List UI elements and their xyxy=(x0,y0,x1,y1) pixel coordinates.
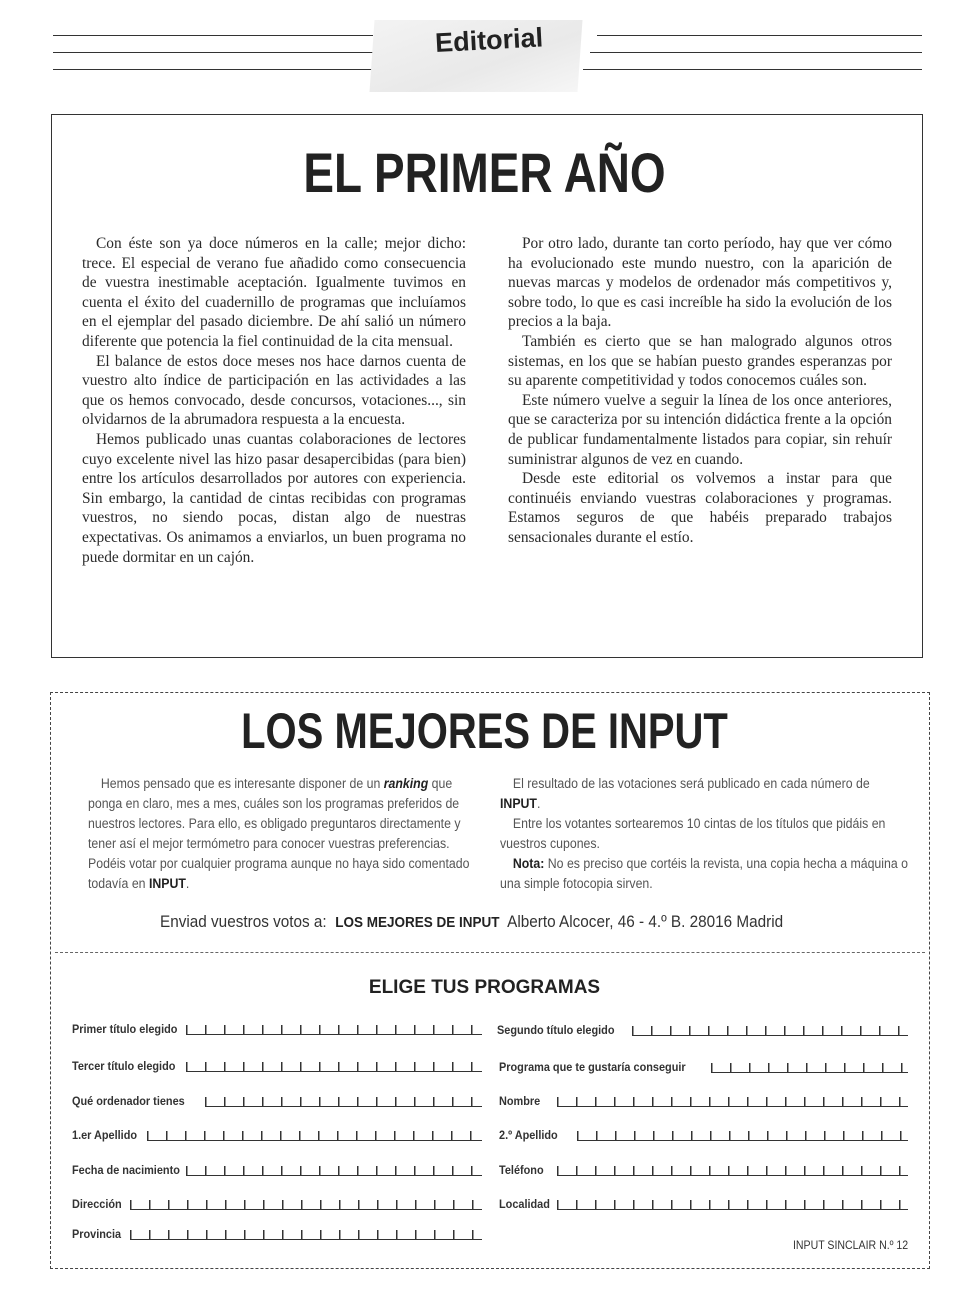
editorial-paragraph: Este número vuelve a seguir la línea de los once anteriores, que se caracteriza por su intención didáctica frente a la opción de publicar fundamentalmente listados para copiar, sin rehuír suministrar algunos de vez en cuando. xyxy=(508,391,892,468)
label-second-surname: 2.º Apellido xyxy=(499,1128,558,1142)
send-name: LOS MEJORES DE INPUT xyxy=(335,914,500,931)
input-third-title[interactable] xyxy=(186,1062,482,1072)
editorial-paragraph: Con éste son ya doce números en la calle; mejor dicho: trece. El especial de verano fue añadido como consecuencia de vuestra inestimable aceptación. Igualmente tuvimos en cuenta el éxito del cuadernillo de programas que incluíamos en el ejemplar del pasado diciembre. De ahí salió un número diferente que potencia la fiel continuidad de la cita mensual. xyxy=(82,235,466,350)
ranking-note: Nota: No es preciso que cortéis la revista, una copia hecha a máquina o una simple fotocopia sirven. xyxy=(500,856,909,891)
header-rule-left-1 xyxy=(53,35,373,36)
input-birth-date[interactable] xyxy=(186,1166,482,1176)
input-province[interactable] xyxy=(130,1230,482,1240)
label-address: Dirección xyxy=(72,1197,122,1211)
cut-separator xyxy=(55,952,925,953)
input-phone[interactable] xyxy=(557,1166,908,1176)
send-address: Enviad vuestros votos a: LOS MEJORES DE INPUT Alberto Alcocer, 46 - 4.º B. 28016 Madrid xyxy=(160,912,784,931)
header-rule-left-3 xyxy=(53,69,373,70)
label-wanted-program: Programa que te gustaría conseguir xyxy=(499,1060,686,1074)
label-third-title: Tercer título elegido xyxy=(72,1059,176,1073)
editorial-title: EL PRIMER AÑO xyxy=(303,141,666,204)
label-phone: Teléfono xyxy=(499,1163,544,1177)
editorial-paragraph: El balance de estos doce meses nos hace darnos cuenta de vuestro alto índice de participación en las actividades a las que os hemos convocado, desde concursos, votaciones..., sin olvidarnos de la abrumadora respuesta a la encuesta. xyxy=(82,352,466,429)
ranking-paragraph: Hemos pensado que es interesante disponer de un ranking que ponga en claro, mes a mes, cuáles son los programas preferidos de nuestros lectores. Para ello, es obligado preguntaros directamente y tener así el mejor termómetro para conocer vuestras preferencias. Podéis votar por cualquier programa aunque no haya sido comentado todavía en INPUT. xyxy=(88,776,470,891)
editorial-right-column xyxy=(508,234,892,548)
label-city: Localidad xyxy=(499,1197,550,1211)
label-first-surname: 1.er Apellido xyxy=(72,1128,138,1142)
section-label: Editorial xyxy=(434,22,544,59)
editorial-paragraph: Por otro lado, durante tan corto período, hay que ver cómo ha evolucionado este mundo nuestro, con la aparición de nuevas marcas y modelos de ordenador más competitivos y, sobre todo, lo que es casi increíble ha sido la evolución de los precios a la baja. xyxy=(508,235,892,331)
input-wanted-program[interactable] xyxy=(711,1063,908,1073)
page-footer: INPUT SINCLAIR N.º 12 xyxy=(793,1238,909,1252)
input-second-surname[interactable] xyxy=(577,1131,908,1141)
ranking-paragraph: El resultado de las votaciones será publicado en cada número de INPUT. xyxy=(500,776,870,811)
label-province: Provincia xyxy=(72,1227,122,1241)
header-rule-left-2 xyxy=(53,52,373,53)
input-computer[interactable] xyxy=(205,1097,482,1107)
ranking-emphasis: ranking xyxy=(383,776,429,791)
editorial-paragraph: Hemos publicado unas cuantas colaboraciones de lectores cuyo excelente nivel las hizo pasar desapercibidas (para bien) entre los artículos desarrollados por autores con experiencia. Sin embargo, la cantidad de cintas recibidas con programas vuestros, no siendo pocas, distan algo de nuestras expectativas. Os animamos a enviarlos, un buen programa no puede dormitar en un cajón. xyxy=(82,430,466,566)
input-second-title[interactable] xyxy=(632,1026,908,1036)
editorial-left-column xyxy=(82,234,466,567)
ranking-left-text xyxy=(88,774,474,894)
input-name[interactable] xyxy=(557,1097,908,1107)
header-rule-right-2 xyxy=(590,52,922,53)
input-first-surname[interactable] xyxy=(147,1131,482,1141)
input-address[interactable] xyxy=(130,1200,482,1210)
ranking-right-text xyxy=(500,774,908,894)
form-title: ELIGE TUS PROGRAMAS xyxy=(368,977,601,998)
label-computer: Qué ordenador tienes xyxy=(72,1094,185,1108)
input-city[interactable] xyxy=(557,1200,908,1210)
label-second-title: Segundo título elegido xyxy=(497,1023,615,1037)
header-rule-right-3 xyxy=(583,69,922,70)
header-rule-right-1 xyxy=(597,35,922,36)
editorial-paragraph: También es cierto que se han malogrado algunos otros sistemas, en los que se habían puesto grandes esperanzas por su aparente competitividad y todos conocemos cuáles son. xyxy=(508,332,892,390)
input-first-title[interactable] xyxy=(186,1025,482,1035)
label-name: Nombre xyxy=(499,1094,541,1108)
label-first-title: Primer título elegido xyxy=(72,1022,178,1036)
ranking-paragraph: Entre los votantes sortearemos 10 cintas de los títulos que pidáis en vuestros cupones. xyxy=(500,816,886,851)
label-birth-date: Fecha de nacimiento xyxy=(72,1163,180,1177)
editorial-paragraph: Desde este editorial os volvemos a instar para que continuéis enviando vuestras colaboraciones y programas. Estamos seguros de que habéis preparado trabajos sensacionales durante el estío. xyxy=(508,470,892,546)
ranking-title: LOS MEJORES DE INPUT xyxy=(241,703,728,759)
